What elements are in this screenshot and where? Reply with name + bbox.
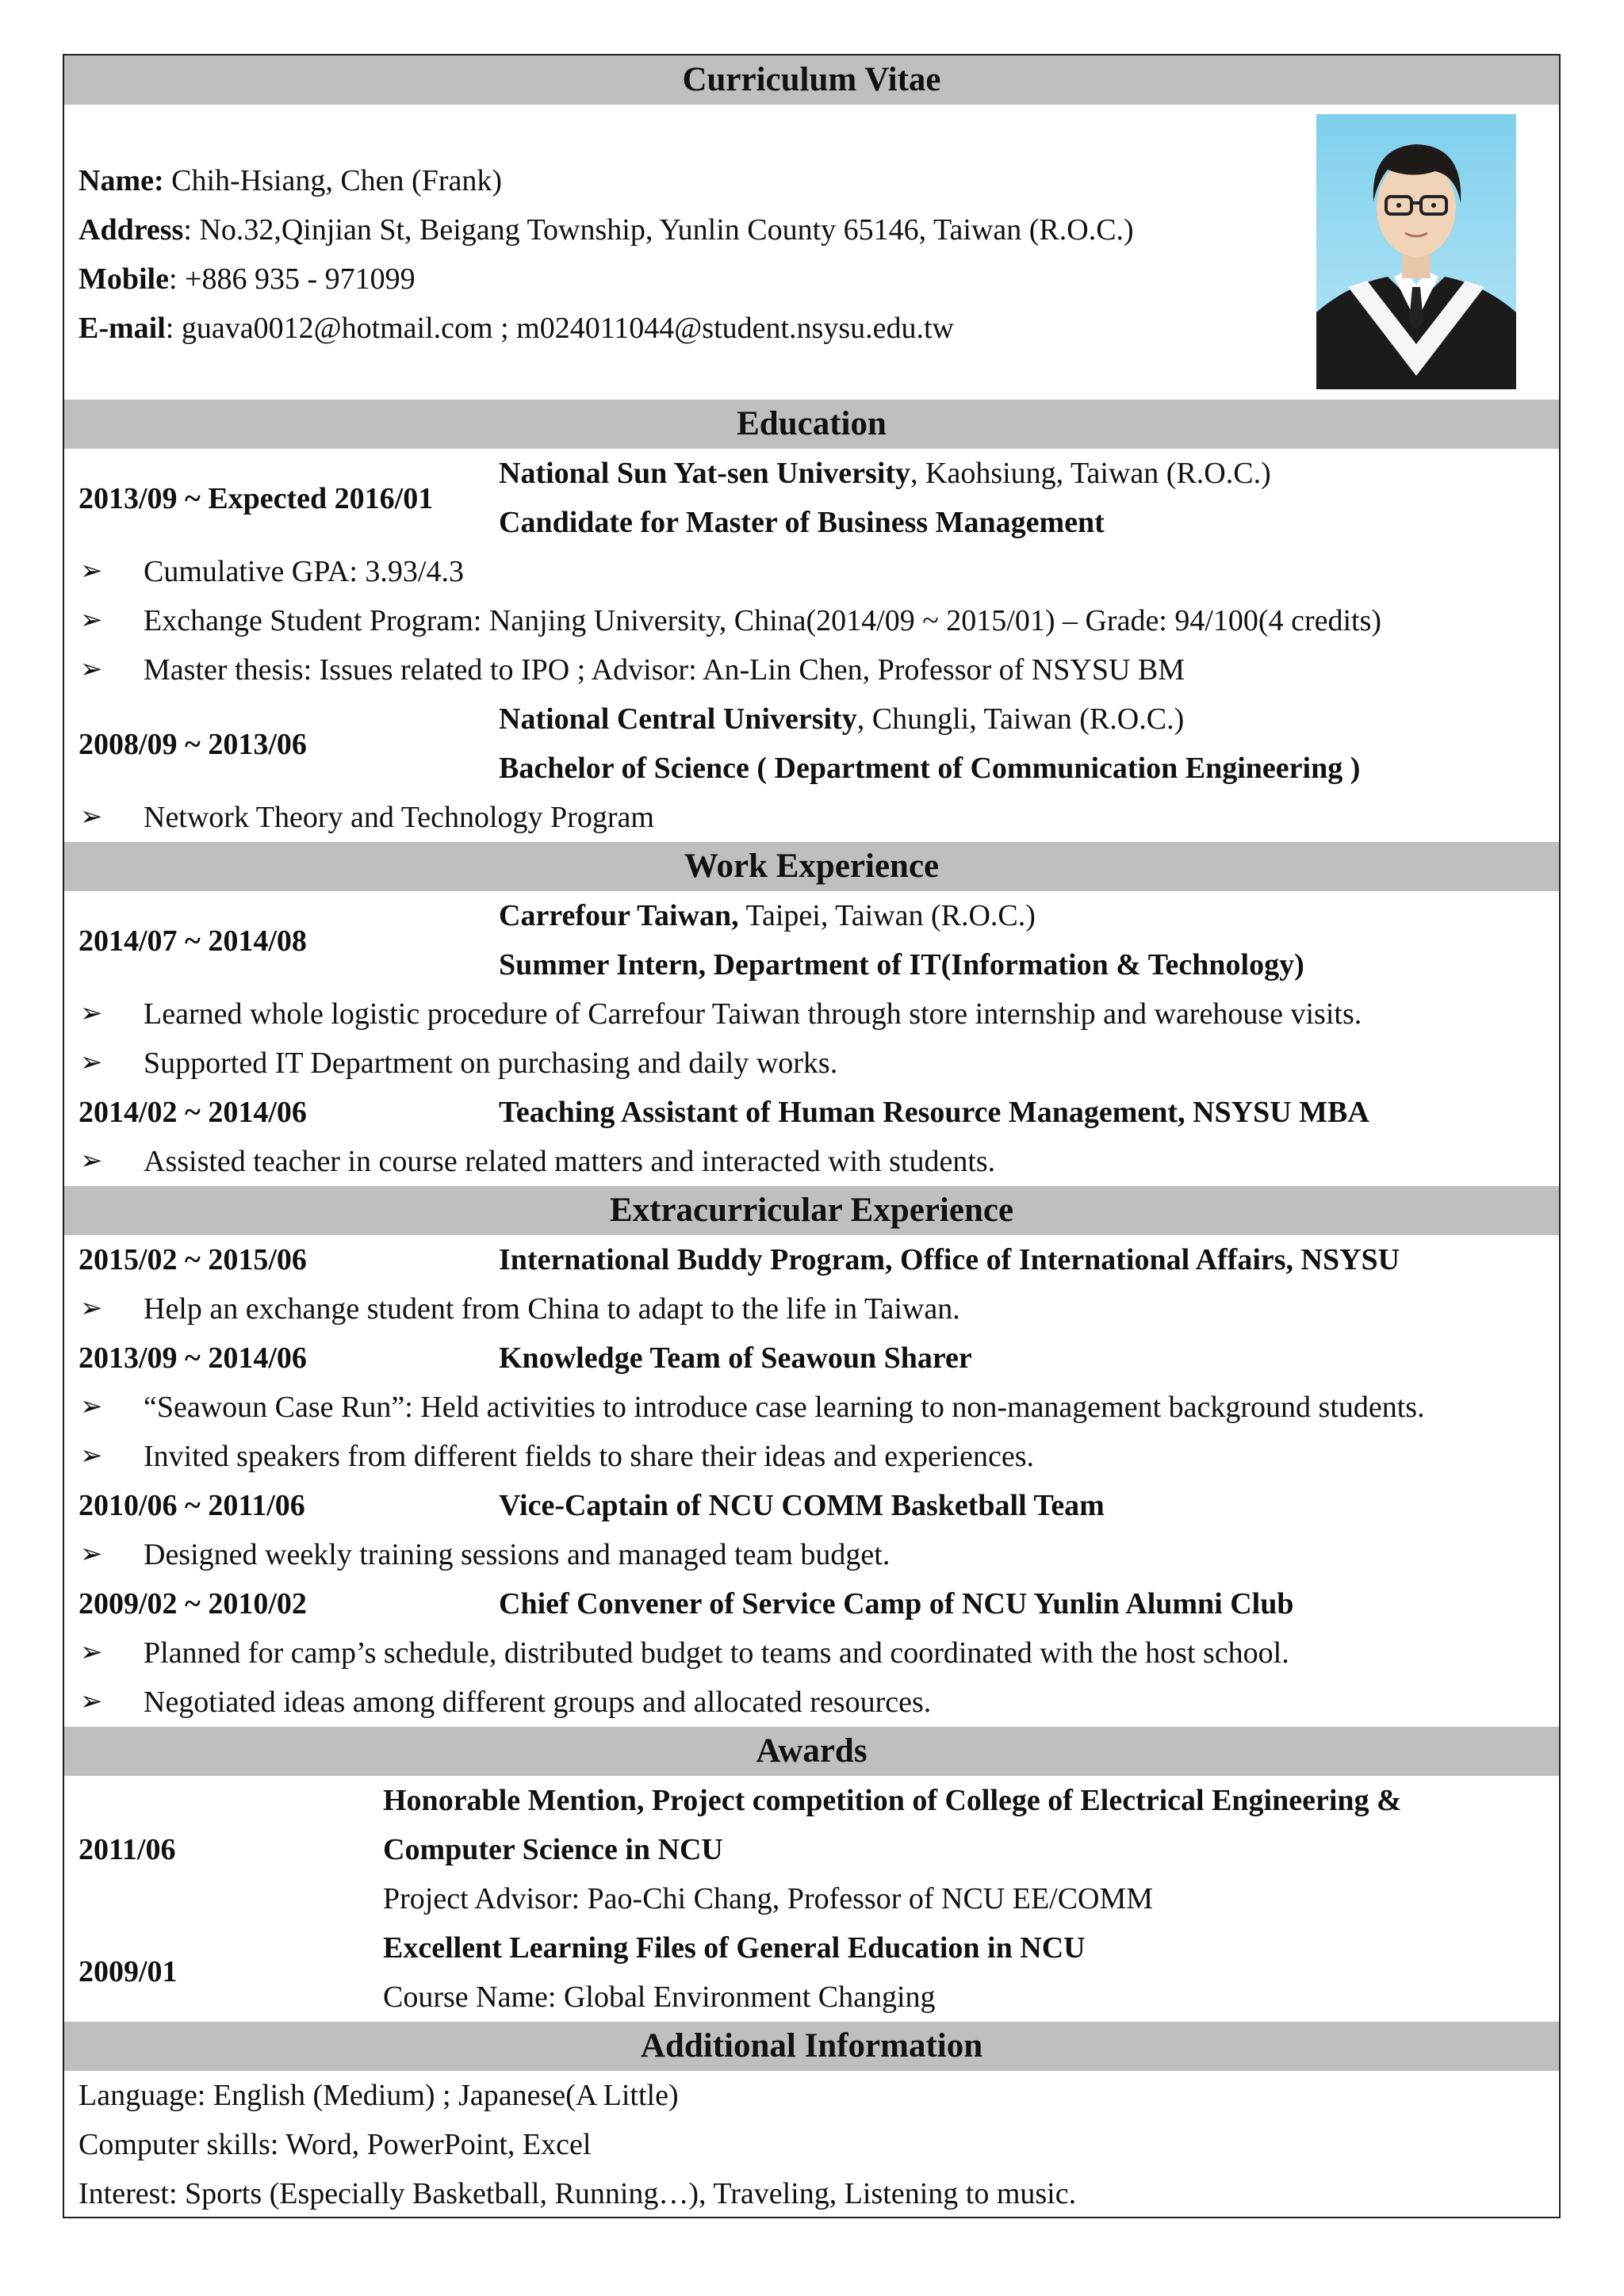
mobile-line [79,254,416,304]
extracurricular-heading: Extracurricular Experience [64,1186,1559,1235]
additional-line: Interest: Sports (Especially Basketball, Running…), Traveling, Listening to music. [79,2177,1077,2210]
bullet-arrow-icon: ➢ [80,1294,103,1323]
list-item: Supported IT Department on purchasing and daily works. [144,1047,838,1080]
name-line [79,156,502,205]
list-item: Invited speakers from different fields to share their ideas and experiences. [144,1440,1035,1473]
education-date: 2013/09 ~ Expected 2016/01 [79,482,434,515]
education-date: 2008/09 ~ 2013/06 [79,728,307,761]
list-item: Master thesis: Issues related to IPO ; Advisor: An-Lin Chen, Professor of NSYSU BM [144,653,1185,687]
bullet-arrow-icon: ➢ [80,1687,103,1716]
education-heading: Education [64,400,1559,449]
award-title: Excellent Learning Files of General Education in NCU [383,1931,1086,1965]
work-org-line [499,891,1036,940]
list-item: Help an exchange student from China to adapt to the life in Taiwan. [144,1292,960,1326]
email-value: : guava0012@hotmail.com ; m024011044@student.nsysu.edu.tw [165,312,954,345]
cv-document [63,54,1561,2218]
cv-title: Curriculum Vitae [64,55,1559,105]
education-degree: Candidate for Master of Business Management [499,506,1105,539]
list-item: Planned for camp’s schedule, distributed budget to teams and coordinated with the host school. [144,1636,1289,1670]
education-school-line [499,695,1184,744]
extracurricular-role: International Buddy Program, Office of International Affairs, NSYSU [499,1243,1400,1276]
school-name: National Central University [499,702,857,736]
award-title: Honorable Mention, Project competition of College of Electrical Engineering & [383,1784,1402,1817]
work-date: 2014/07 ~ 2014/08 [79,924,307,958]
education-degree: Bachelor of Science ( Department of Communication Engineering ) [499,752,1361,785]
address-line [79,205,1134,254]
education-school-line [499,449,1271,498]
work-org: Carrefour Taiwan, [499,899,739,932]
list-item: “Seawoun Case Run”: Held activities to introduce case learning to non-management background students. [144,1391,1425,1424]
bullet-arrow-icon: ➢ [80,1540,103,1569]
extracurricular-date: 2010/06 ~ 2011/06 [79,1489,305,1522]
work-date: 2014/02 ~ 2014/06 [79,1096,307,1129]
bullet-arrow-icon: ➢ [80,1146,103,1176]
list-item: Learned whole logistic procedure of Carrefour Taiwan through store internship and warehouse visits. [144,997,1362,1031]
award-detail: Course Name: Global Environment Changing [383,1980,936,2014]
award-title-cont: Computer Science in NCU [383,1833,723,1866]
bullet-arrow-icon: ➢ [80,802,103,832]
mobile-label: Mobile [79,262,169,296]
list-item: Exchange Student Program: Nanjing University, China(2014/09 ~ 2015/01) – Grade: 94/100(4 credits) [144,604,1382,637]
extracurricular-role: Chief Convener of Service Camp of NCU Yunlin Alumni Club [499,1587,1294,1621]
address-value: : No.32,Qinjian St, Beigang Township, Yunlin County 65146, Taiwan (R.O.C.) [183,213,1134,247]
name-value: Chih-Hsiang, Chen (Frank) [163,164,503,197]
award-date: 2009/01 [79,1955,178,1988]
bullet-arrow-icon: ➢ [80,1048,103,1077]
list-item: Negotiated ideas among different groups and allocated resources. [144,1686,932,1719]
list-item: Designed weekly training sessions and managed team budget. [144,1538,891,1571]
extracurricular-date: 2013/09 ~ 2014/06 [79,1341,307,1375]
list-item: Network Theory and Technology Program [144,801,654,834]
bullet-arrow-icon: ➢ [80,1392,103,1422]
list-item: Cumulative GPA: 3.93/4.3 [144,555,464,588]
school-name: National Sun Yat-sen University [499,457,911,490]
address-label: Address [79,213,184,247]
extracurricular-date: 2009/02 ~ 2010/02 [79,1587,307,1621]
bullet-arrow-icon: ➢ [80,1441,103,1471]
bullet-arrow-icon: ➢ [80,1638,103,1667]
list-item: Assisted teacher in course related matters and interacted with students. [144,1145,996,1178]
extracurricular-role: Knowledge Team of Seawoun Sharer [499,1341,972,1375]
bullet-arrow-icon: ➢ [80,655,103,684]
awards-heading: Awards [64,1727,1559,1776]
award-detail: Project Advisor: Pao-Chi Chang, Professor of NCU EE/COMM [383,1882,1154,1915]
extracurricular-role: Vice-Captain of NCU COMM Basketball Team [499,1489,1105,1522]
bullet-arrow-icon: ➢ [80,999,103,1028]
work-role: Summer Intern, Department of IT(Information & Technology) [499,948,1304,982]
profile-photo [1316,114,1516,389]
school-location: , Kaohsiung, Taiwan (R.O.C.) [910,457,1271,490]
email-line [79,304,954,353]
work-heading: Work Experience [64,842,1559,891]
additional-line: Language: English (Medium) ; Japanese(A Little) [79,2079,679,2112]
bullet-arrow-icon: ➢ [80,557,103,586]
work-role: Teaching Assistant of Human Resource Management, NSYSU MBA [499,1096,1369,1129]
email-label: E-mail [79,312,166,345]
extracurricular-date: 2015/02 ~ 2015/06 [79,1243,307,1276]
school-location: , Chungli, Taiwan (R.O.C.) [856,702,1185,736]
name-label: Name: [79,164,164,197]
bullet-arrow-icon: ➢ [80,606,103,635]
work-location: Taipei, Taiwan (R.O.C.) [738,899,1036,932]
award-date: 2011/06 [79,1833,176,1866]
additional-line: Computer skills: Word, PowerPoint, Excel [79,2128,592,2161]
mobile-value: : +886 935 - 971099 [168,262,416,296]
additional-heading: Additional Information [64,2022,1559,2071]
